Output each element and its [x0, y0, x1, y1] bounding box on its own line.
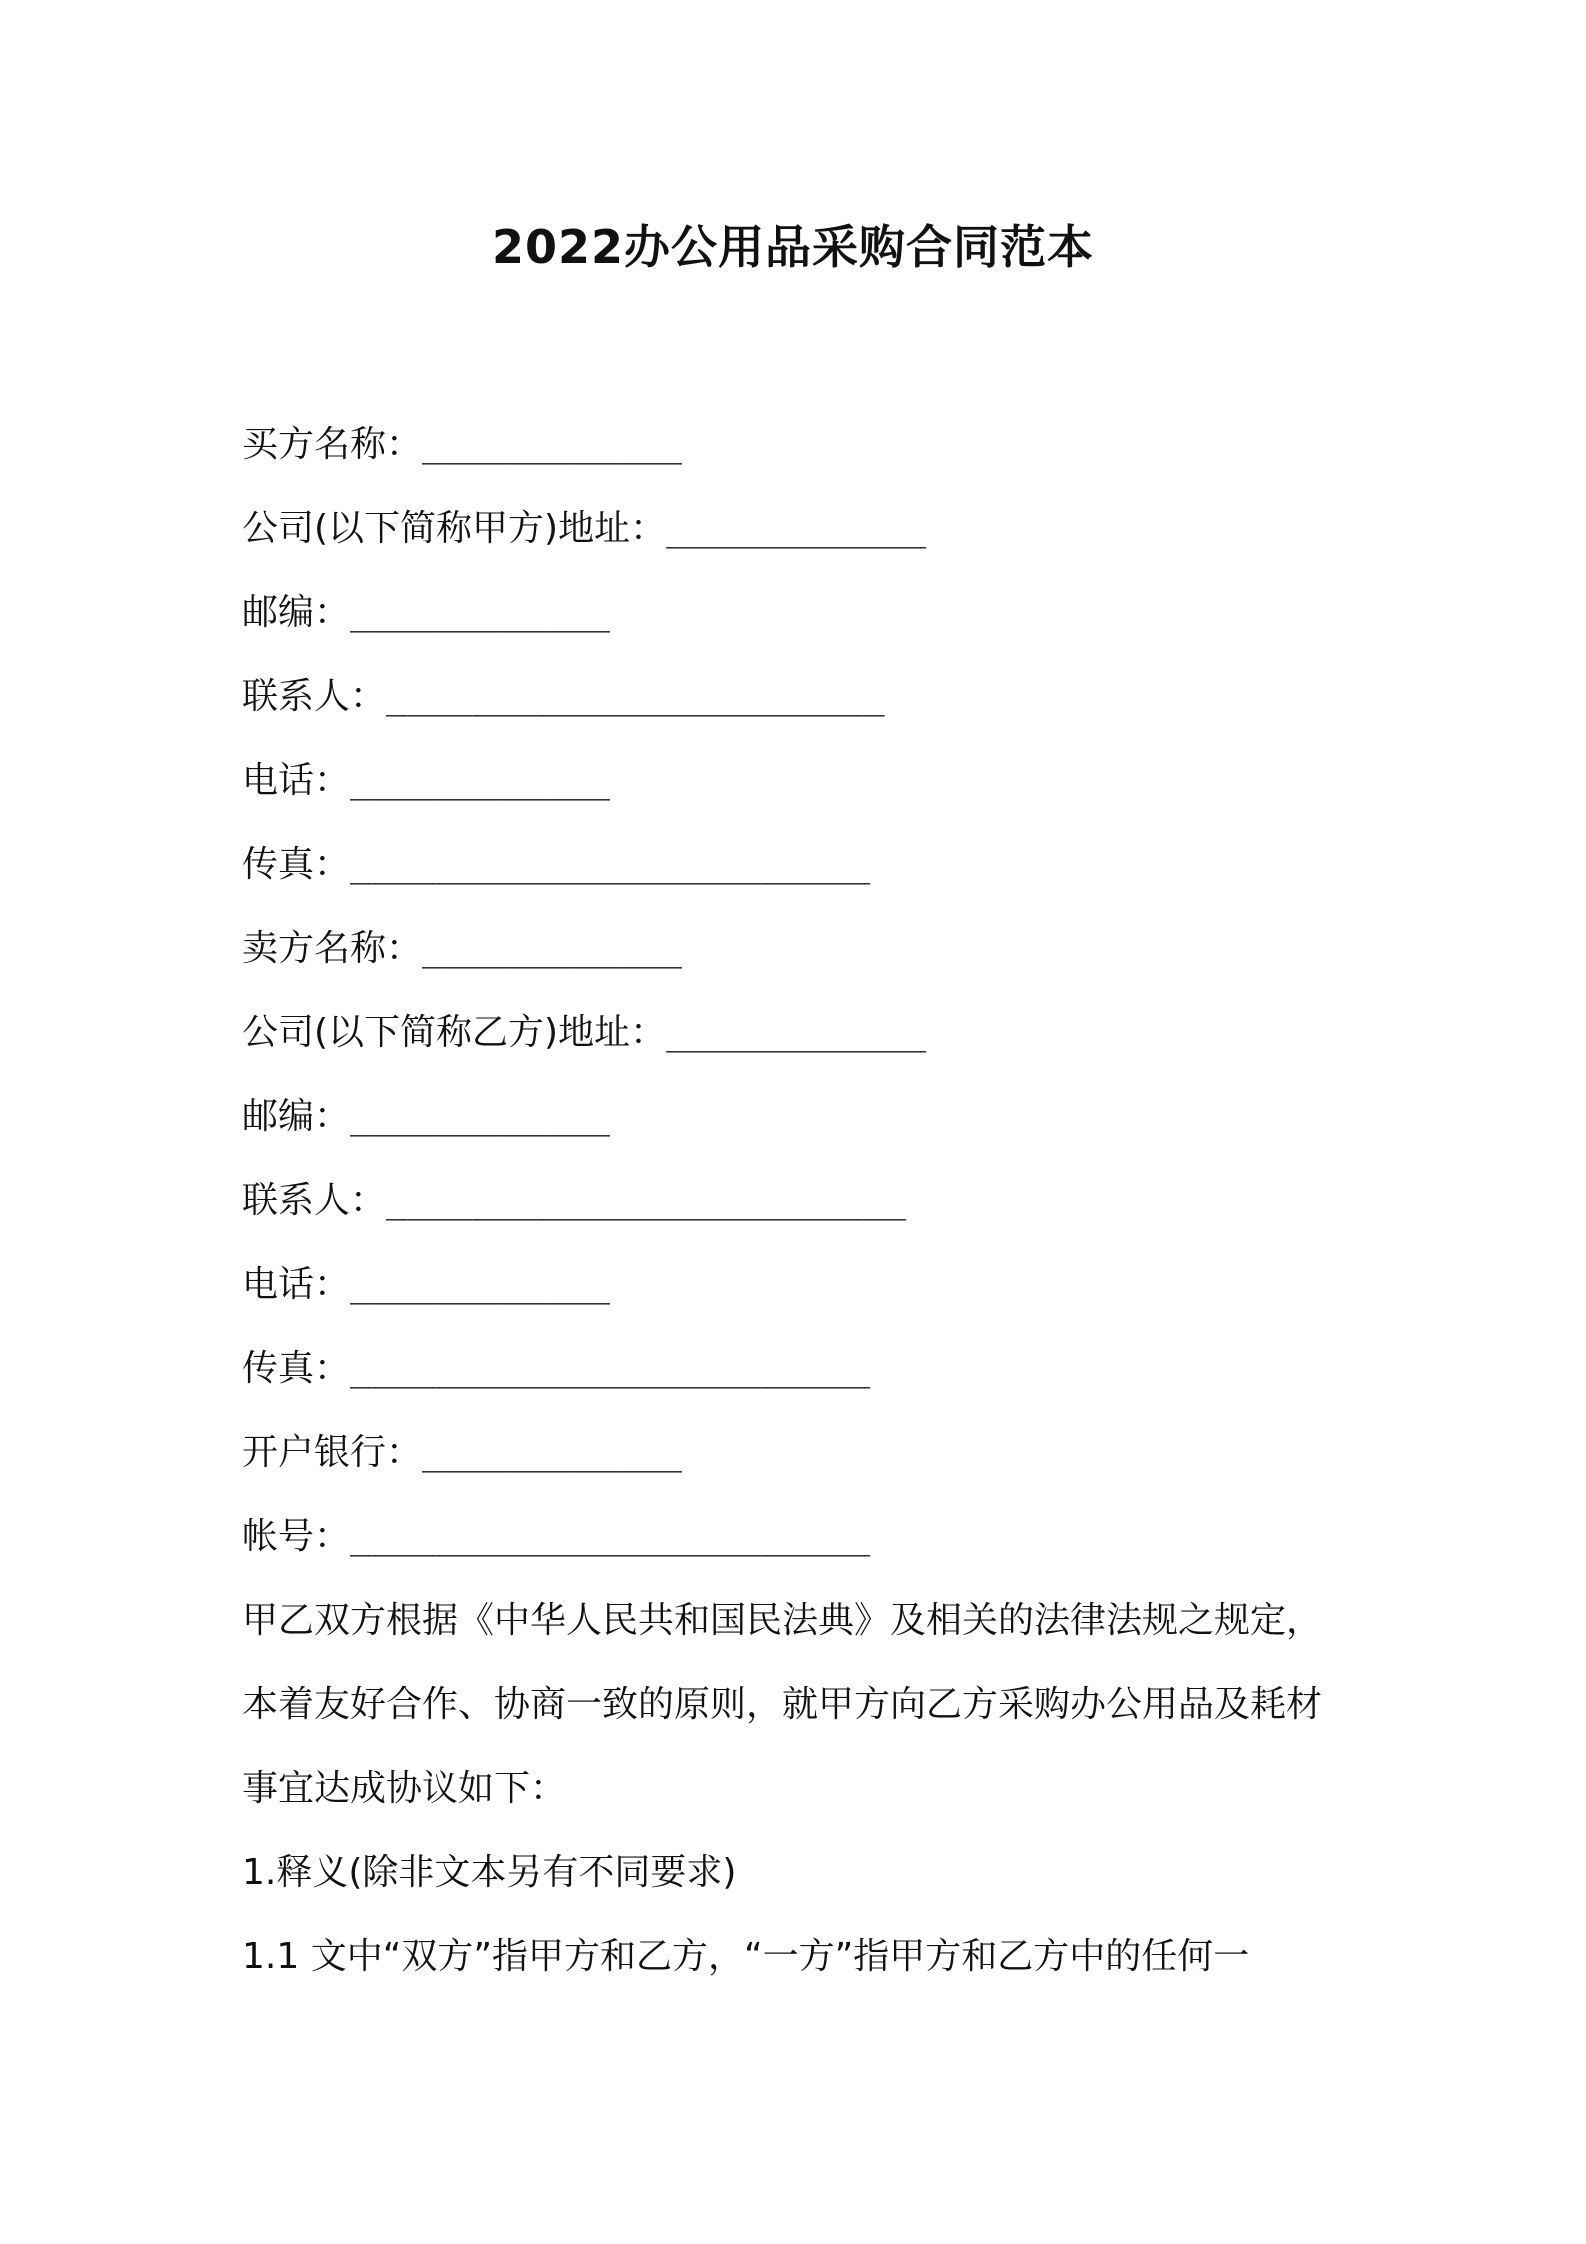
- field-label: 联系人：: [242, 1180, 387, 1221]
- field-label: 传真：: [242, 844, 351, 885]
- field-blank: ____________: [666, 508, 927, 549]
- field-label: 开户银行：: [242, 1432, 423, 1473]
- field-blank: ________________________: [386, 1180, 907, 1221]
- field-bank: [242, 1411, 1372, 1495]
- field-party-a-phone: [242, 739, 1372, 823]
- field-seller-name: [242, 907, 1372, 991]
- field-label: 公司(以下简称乙方)地址：: [242, 1012, 667, 1053]
- field-party-a-contact: [242, 655, 1372, 739]
- field-blank: _______________________: [386, 676, 885, 717]
- field-blank: ____________: [666, 1012, 927, 1053]
- field-blank: ____________: [350, 592, 611, 633]
- field-party-b-postcode: [242, 1075, 1372, 1159]
- paragraph-line-1: 甲乙双方根据《中华人民共和国民法典》及相关的法律法规之规定，: [242, 1600, 1323, 1641]
- field-label: 邮编：: [242, 592, 351, 633]
- field-blank: ____________: [422, 424, 683, 465]
- field-party-a-postcode: [242, 571, 1372, 655]
- field-blank: ________________________: [350, 1516, 871, 1557]
- field-blank: ____________: [350, 1264, 611, 1305]
- field-party-b-contact: [242, 1159, 1372, 1243]
- field-party-a-fax: [242, 823, 1372, 907]
- field-label: 帐号：: [242, 1516, 351, 1557]
- field-party-b-phone: [242, 1243, 1372, 1327]
- field-buyer-name: [242, 403, 1372, 487]
- field-label: 电话：: [242, 760, 351, 801]
- paragraph-line-2: 本着友好合作、协商一致的原则，就甲方向乙方采购办公用品及耗材: [242, 1684, 1323, 1725]
- field-party-a-address: [242, 487, 1372, 571]
- field-label: 传真：: [242, 1348, 351, 1389]
- document-body: [242, 403, 1372, 1999]
- field-party-b-address: [242, 991, 1372, 1075]
- paragraph-line-3: 事宜达成协议如下：: [242, 1768, 567, 1809]
- field-blank: ____________: [350, 760, 611, 801]
- field-blank: ________________________: [350, 844, 871, 885]
- clause-line: 1.1 文中“双方”指甲方和乙方，“一方”指甲方和乙方中的任何一: [242, 1936, 1250, 1977]
- field-account: [242, 1495, 1372, 1579]
- field-label: 电话：: [242, 1264, 351, 1305]
- field-label: 邮编：: [242, 1096, 351, 1137]
- section-heading: 1.释义(除非文本另有不同要求): [242, 1852, 737, 1893]
- field-blank: ____________: [422, 1432, 683, 1473]
- field-label: 买方名称：: [242, 424, 423, 465]
- field-label: 联系人：: [242, 676, 387, 717]
- field-blank: ____________: [350, 1096, 611, 1137]
- field-party-b-fax: [242, 1327, 1372, 1411]
- field-label: 公司(以下简称甲方)地址：: [242, 508, 667, 549]
- field-blank: ________________________: [350, 1348, 871, 1389]
- document-title: 2022办公用品采购合同范本: [491, 220, 1095, 274]
- field-label: 卖方名称：: [242, 928, 423, 969]
- field-blank: ____________: [422, 928, 683, 969]
